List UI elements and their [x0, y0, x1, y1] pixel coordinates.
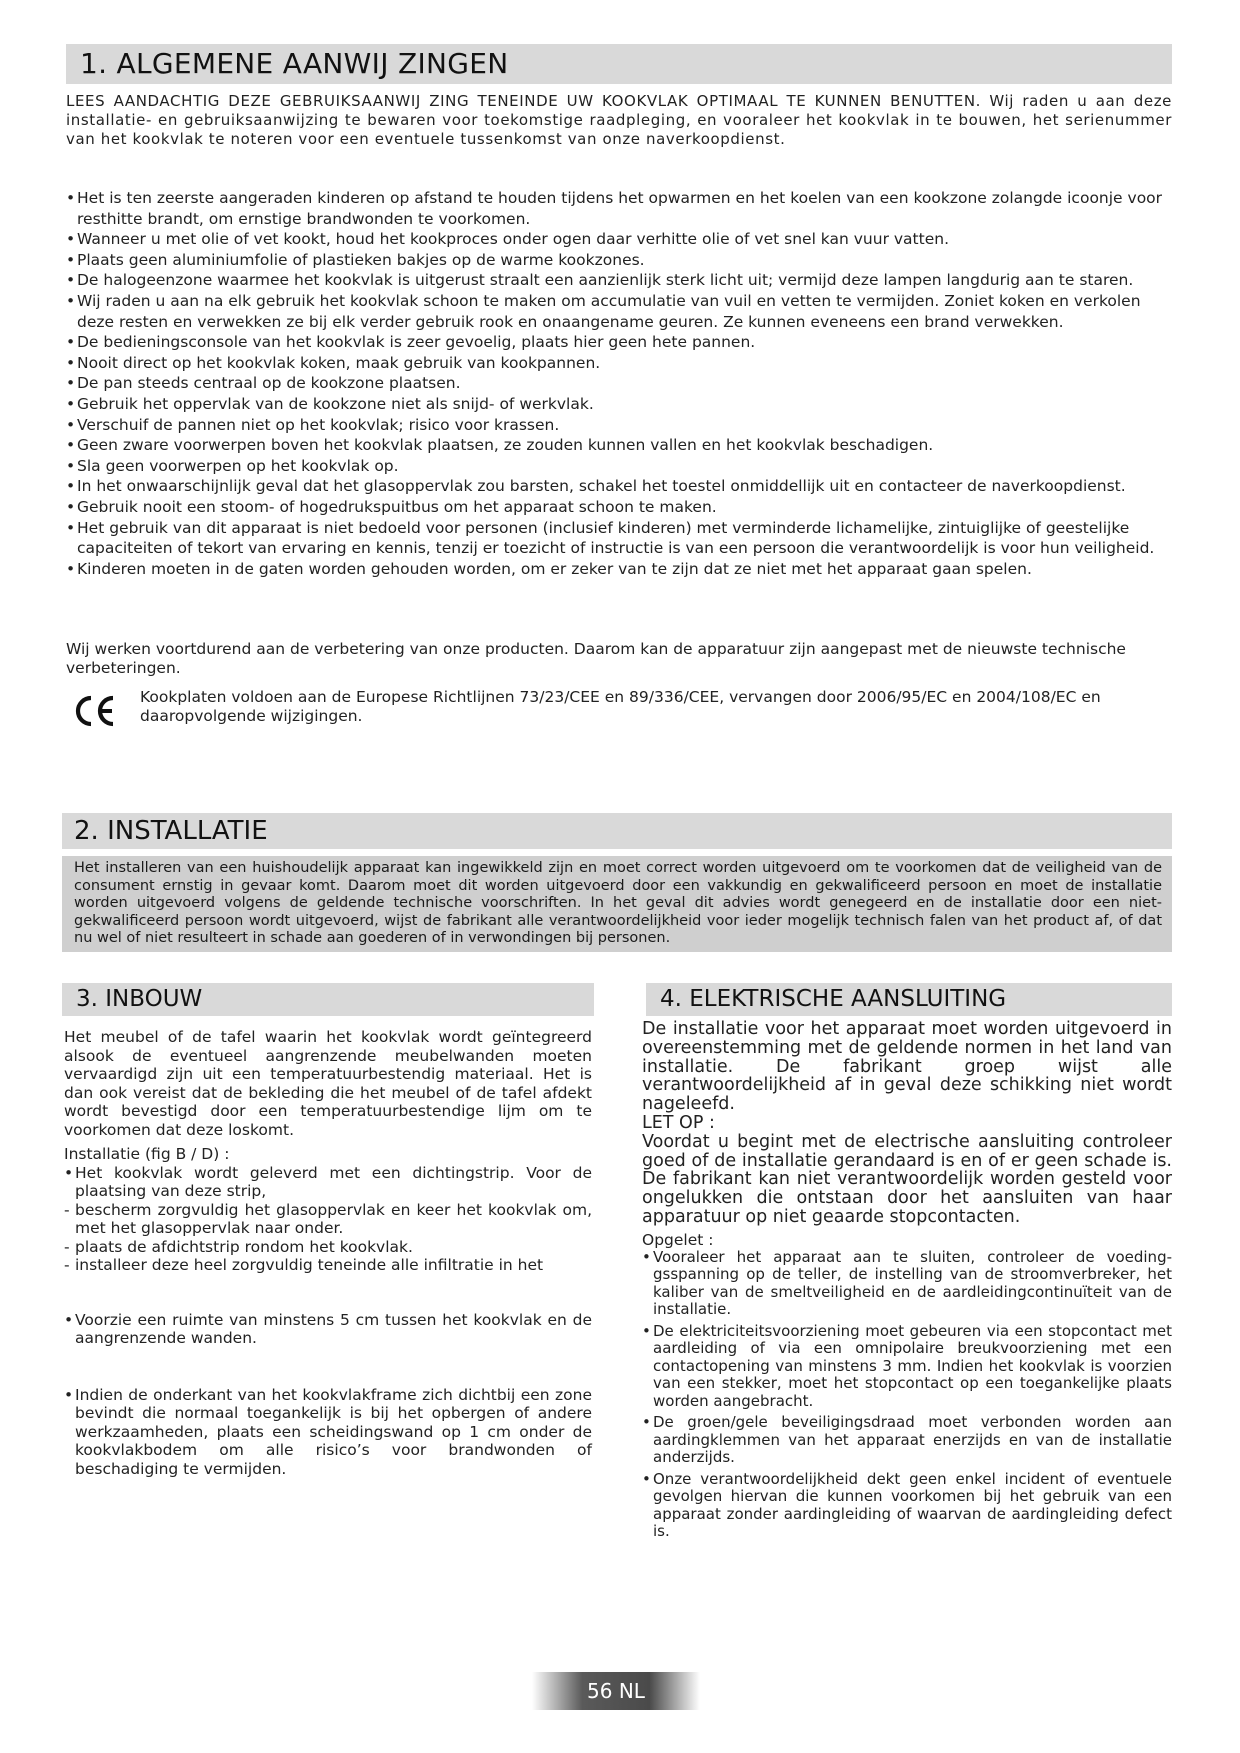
list-item: • Het is ten zeerste aangeraden kinderen op afstand te houden tijdens het opwarmen en het koelen van een kookzone zolangde icoonje voor resthitte brandt, om ernstige brandwonden te voorkomen. — [66, 188, 1174, 229]
page-number: 56 NL — [532, 1672, 700, 1710]
list-item: • Voorzie een ruimte van minstens 5 cm tussen het kookvlak en de aangrenzende wanden. — [64, 1311, 592, 1348]
list-item: • De bedieningsconsole van het kookvlak is zeer gevoelig, plaats hier geen hete pannen. — [66, 332, 1174, 353]
section-3-heading: 3. INBOUW — [62, 983, 594, 1016]
list-item: • De halogeenzone waarmee het kookvlak is uitgerust straalt een aanzienlijk sterk licht uit; vermijd deze lampen langdurig aan te staren. — [66, 270, 1174, 291]
list-item: • De pan steeds centraal op de kookzone plaatsen. — [66, 373, 1174, 394]
improvement-note: Wij werken voortdurend aan de verbetering van onze producten. Daarom kan de apparatuur zijn aangepast met de nieuwste technische verbeteringen. — [66, 640, 1126, 677]
section-4-heading: 4. ELEKTRISCHE AANSLUITING — [646, 983, 1172, 1016]
list-item: • Geen zware voorwerpen boven het kookvlak plaatsen, ze zouden kunnen vallen en het kookvlak beschadigen. — [66, 435, 1174, 456]
let-op-label: LET OP : — [642, 1112, 715, 1133]
list-item: • Het gebruik van dit apparaat is niet bedoeld voor personen (inclusief kinderen) met verminderde lichamelijke, zintuiglijke of geestelijke capaciteiten of tekort van ervaring en kennis, tenzij er toezicht of instructie is van een persoon die verantwoordelijk is voor hun veiligheid. — [66, 518, 1174, 559]
list-item: • Nooit direct op het kookvlak koken, maak gebruik van kookpannen. — [66, 353, 1174, 374]
installation-label: Installatie (fig B / D) : — [64, 1145, 230, 1163]
list-item: • Sla geen voorwerpen op het kookvlak op. — [66, 456, 1174, 477]
list-item: • Het kookvlak wordt geleverd met een dichtingstrip. Voor de plaatsing van deze strip, — [64, 1164, 592, 1201]
list-item: • Wanneer u met olie of vet kookt, houd het kookproces onder ogen daar verhitte olie of vet snel kan vuur vatten. — [66, 229, 1174, 250]
list-item: - installeer deze heel zorgvuldig teneinde alle infiltratie in het — [64, 1256, 592, 1275]
list-item: • Kinderen moeten in de gaten worden gehouden worden, om er zeker van te zijn dat ze niet met het apparaat gaan spelen. — [66, 559, 1174, 580]
ce-mark-icon — [74, 693, 118, 729]
installation-steps — [64, 1164, 592, 1275]
list-item: • Wij raden u aan na elk gebruik het kookvlak schoon te maken om accumulatie van vuil en vetten te vermijden. Zoniet koken en verkolen deze resten en verwekken ze bij elk verder gebruik rook en onaangename geuren. Ze kunnen eveneens een brand verwekken. — [66, 291, 1174, 332]
list-item: - bescherm zorgvuldig het glasoppervlak en keer het kookvlak om, met het glasoppervlak naar onder. — [64, 1201, 592, 1238]
section-3-body — [64, 1028, 592, 1478]
list-item: • Verschuif de pannen niet op het kookvlak; risico voor krassen. — [66, 415, 1174, 436]
opgelet-label: Opgelet : — [642, 1230, 714, 1249]
electrical-bullet-list — [642, 1249, 1172, 1541]
list-item: • Gebruik het oppervlak van de kookzone niet als snijd- of werkvlak. — [66, 394, 1174, 415]
section-4-body — [642, 1020, 1172, 1545]
section-3-intro: Het meubel of de tafel waarin het kookvlak wordt geïntegreerd alsook de eventueel aangrenzende meubelwanden moeten vervaardigd zijn uit een temperatuurbestendig materiaal. Het is dan ook vereist dat de bekleding die het meubel of de tafel afdekt wordt bevestigd door een temperatuurbestendige lijm om te voorkomen dat deze loskomt. — [64, 1028, 592, 1139]
safety-bullet-list — [66, 188, 1174, 579]
ce-compliance-text: Kookplaten voldoen aan de Europese Richtlijnen 73/23/CEE en 89/336/CEE, vervangen door 2006/95/EC en 2004/108/EC en daaropvolgende wijzigingen. — [140, 688, 1101, 725]
list-item: • Vooraleer het apparaat aan te sluiten, controleer de voeding-gsspanning op de teller, de instelling van de stroomverbreker, het kaliber van de smeltveiligheid en de aardleidingcontinuïteit van de installatie. — [642, 1249, 1172, 1319]
list-item: • Indien de onderkant van het kookvlakframe zich dichtbij een zone bevindt die normaal toegankelijk is bij het opbergen of andere werkzaamheden, plaats een scheidingswand op 1 cm onder de kookvlakbodem om alle risico’s voor brandwonden of beschadiging te vermijden. — [64, 1386, 592, 1479]
section-4-intro: De installatie voor het apparaat moet worden uitgevoerd in overeenstemming met de geldende normen in het land van installatie. De fabrikant groep wijst alle verantwoordelijkheid af in geval deze schikking niet wordt nageleefd. — [642, 1019, 1172, 1115]
list-item: • Gebruik nooit een stoom- of hogedrukspuitbus om het apparaat schoon te maken. — [66, 497, 1174, 518]
section-1-heading: 1. ALGEMENE AANWIJ ZINGEN — [66, 44, 1172, 84]
list-item: • Onze verantwoordelijkheid dekt geen enkel incident of eventuele gevolgen hiervan die kunnen voorkomen bij het gebruik van een apparaat zonder aardingleiding of waarvan de aardingleiding defect is. — [642, 1471, 1172, 1541]
spacing-bullet — [64, 1311, 592, 1348]
section-1-intro: LEES AANDACHTIG DEZE GEBRUIKSAANWIJ ZING TENEINDE UW KOOKVLAK OPTIMAAL TE KUNNEN BENUTTEN. Wij raden u aan deze installatie- en gebruiksaanwijzing te bewaren voor toekomstige raadpleging, en vooraleer het kookvlak in te bouwen, het serienummer van het kookvlak te noteren voor een eventuele tussenkomst van onze naverkoopdienst. — [66, 92, 1172, 148]
list-item: • Plaats geen aluminiumfolie of plastieken bakjes op de warme kookzones. — [66, 250, 1174, 271]
let-op-text: Voordat u begint met de electrische aansluiting controleer goed of de installatie gerandaard is en of er geen schade is. De fabrikant kan niet verantwoordelijk worden gesteld voor ongelukken die ontstaan door het aansluiten van haar apparatuur op niet geaarde stopcontacten. — [642, 1131, 1172, 1227]
list-item: • De groen/gele beveiligingsdraad moet verbonden worden aan aardingklemmen van het apparaat enerzijds en van de installatie anderzijds. — [642, 1414, 1172, 1467]
section-2-heading: 2. INSTALLATIE — [62, 813, 1172, 849]
wall-bullet — [64, 1386, 592, 1479]
list-item: • De elektriciteitsvoorziening moet gebeuren via een stopcontact met aardleiding of via een omnipolaire breukvoorziening met een contactopening van minstens 3 mm. Indien het kookvlak is voorzien van een stekker, moet het stopcontact op een toegankelijke plaats worden aangebracht. — [642, 1323, 1172, 1411]
list-item: - plaats de afdichtstrip rondom het kookvlak. — [64, 1238, 592, 1257]
list-item: • In het onwaarschijnlijk geval dat het glasoppervlak zou barsten, schakel het toestel onmiddellijk uit en contacteer de naverkoopdienst. — [66, 476, 1174, 497]
installation-warning-box: Het installeren van een huishoudelijk apparaat kan ingewikkeld zijn en moet correct worden uitgevoerd om te voorkomen dat de veiligheid van de consument ernstig in gevaar komt. Daarom moet dit worden uitgevoerd door een vakkundig en gekwalificeerd persoon en moet de installatie worden uitgevoerd volgens de geldende technische voorschriften. In het geval dit advies wordt genegeerd en de installatie door een niet-gekwalificeerd persoon wordt uitgevoerd, wijst de fabrikant alle verantwoordelijkheid voor ieder mogelijk technisch falen van het product af, of dat nu wel of niet resulteert in schade aan goederen of in verwondingen bij personen. — [62, 856, 1172, 952]
